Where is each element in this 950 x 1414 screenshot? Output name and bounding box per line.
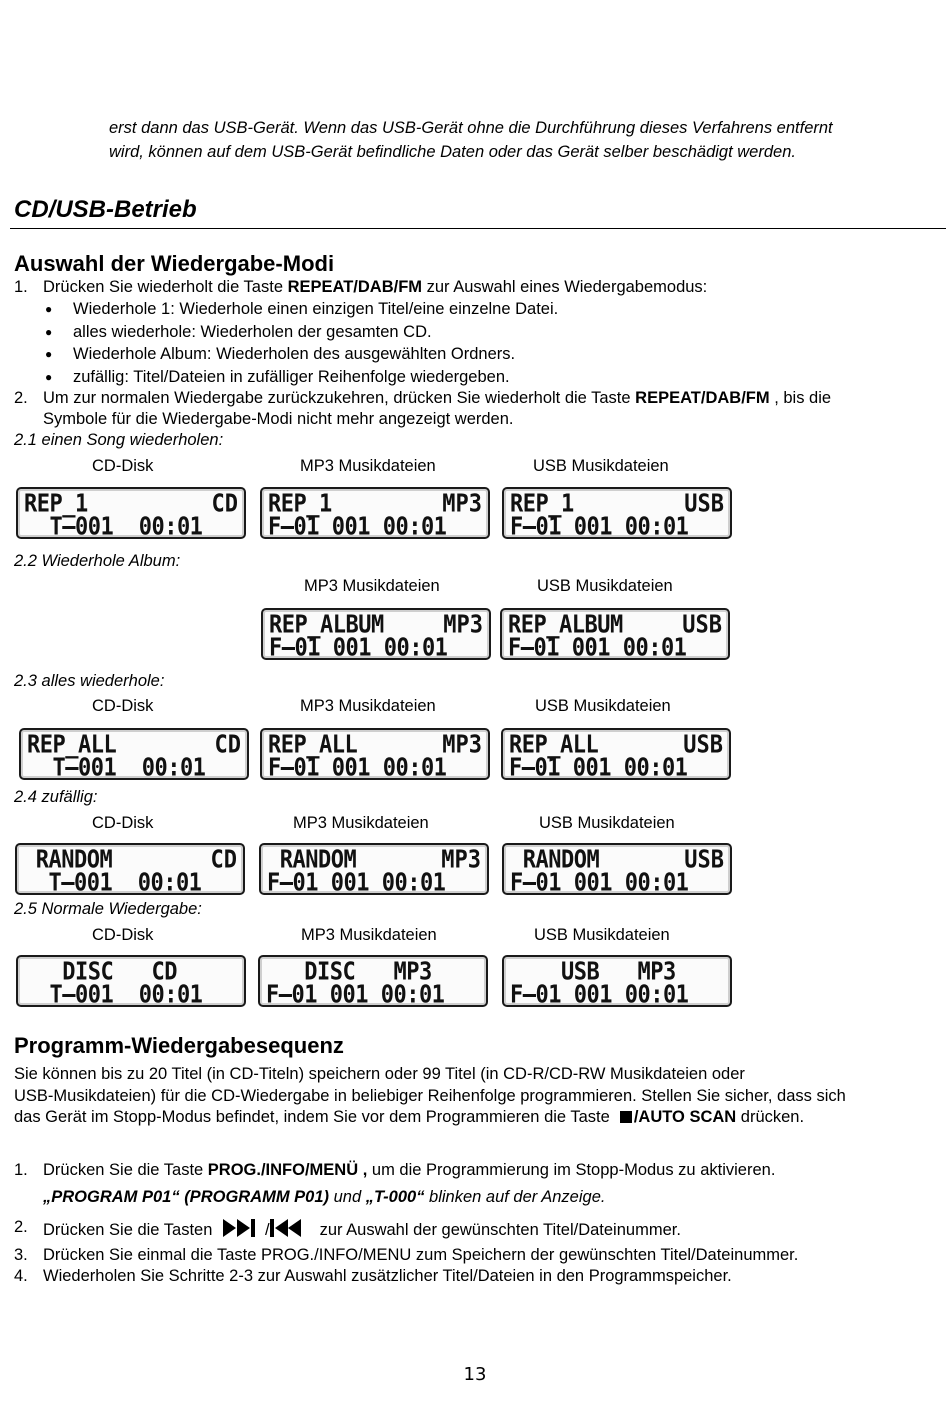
bullet-item: Wiederhole 1: Wiederhole einen einzigen Titel/eine einzelne Datei. <box>73 300 559 318</box>
lcd-display: USB MP3 F—01 001 00:01 <box>502 955 732 1007</box>
subsection-title: 2.4 zufällig: <box>14 788 98 806</box>
lcd-display: REP_ALBUM USB F—01 001 00:01 <box>500 608 730 660</box>
step-number: 1. <box>14 1161 28 1179</box>
bullet-item: zufällig: Titel/Dateien in zufälliger Reihenfolge wiedergeben. <box>73 368 510 386</box>
lcd-display: REP_ALL CD T—001 00:01 <box>19 728 249 780</box>
stop-icon <box>620 1111 632 1123</box>
step-number: 2. <box>14 389 28 407</box>
subsection-title: 2.5 Normale Wiedergabe: <box>14 900 202 918</box>
program-step-4: Wiederholen Sie Schritte 2-3 zur Auswahl zusätzlicher Titel/Dateien in den Programmspeicher. <box>43 1267 732 1285</box>
display-label: MP3 Musikdateien <box>293 814 429 832</box>
lcd-display: REP_ALL USB F—01 001 00:01 <box>501 728 731 780</box>
display-label: CD-Disk <box>92 814 154 832</box>
program-paragraph-line: USB-Musikdateien) für die CD-Wiedergabe in beliebiger Reihenfolge programmieren. Stellen Sie sicher, dass sich <box>14 1087 846 1105</box>
lcd-display: RANDOM MP3 F—01 001 00:01 <box>259 843 489 895</box>
lcd-display: RANDOM CD T—001 00:01 <box>15 843 245 895</box>
lcd-display: REP_1 CD T—001 00:01 <box>16 487 246 539</box>
program-paragraph-line: Sie können bis zu 20 Titel (in CD-Titeln) speichern oder 99 Titel (in CD-R/CD-RW Musikdateien oder <box>14 1065 745 1083</box>
prog-key: PROG./INFO/MENÜ , <box>207 1161 368 1179</box>
program-step-2: Drücken Sie die Tasten / zur Auswahl der gewünschten Titel/Dateinummer. <box>43 1218 681 1240</box>
bullet-item: alles wiederhole: Wiederholen der gesamten CD. <box>73 323 432 341</box>
step-number: 4. <box>14 1267 28 1285</box>
repeat-key: REPEAT/DAB/FM <box>287 278 423 296</box>
display-label: CD-Disk <box>92 926 154 944</box>
bullet-icon: ● <box>45 347 53 361</box>
lcd-display: DISC MP3 F—01 001 00:01 <box>258 955 488 1007</box>
intro-line-1: erst dann das USB-Gerät. Wenn das USB-Gerät ohne die Durchführung dieses Verfahrens entfernt <box>109 119 833 137</box>
bullet-icon: ● <box>45 302 53 316</box>
step-number: 3. <box>14 1246 28 1264</box>
intro-line-2: wird, können auf dem USB-Gerät befindliche Daten oder das Gerät selber beschädigt werden. <box>109 143 796 161</box>
program-step-1-note: „PROGRAM P01“ (PROGRAMM P01) und „T-000“ blinken auf der Anzeige. <box>43 1188 606 1206</box>
skip-back-icon <box>270 1218 312 1238</box>
modes-step-2-cont: Symbole für die Wiedergabe-Modi nicht mehr angezeigt werden. <box>43 410 514 428</box>
display-label: USB Musikdateien <box>539 814 675 832</box>
lcd-display: REP_ALBUM MP3 F—01 001 00:01 <box>261 608 491 660</box>
subsection-title: 2.3 alles wiederhole: <box>14 672 165 690</box>
section-title: CD/USB-Betrieb <box>14 196 197 223</box>
display-label: MP3 Musikdateien <box>300 697 436 715</box>
program-paragraph-line: das Gerät im Stopp-Modus befindet, indem Sie vor dem Programmieren die Taste /AUTO SCAN drücken. <box>14 1108 805 1126</box>
lcd-display: REP_1 MP3 F—01 001 00:01 <box>260 487 490 539</box>
program-step-1: Drücken Sie die Taste PROG./INFO/MENÜ , um die Programmierung im Stopp-Modus zu aktivieren. <box>43 1161 776 1179</box>
page-number: 13 <box>463 1364 487 1385</box>
lcd-display: RANDOM USB F—01 001 00:01 <box>502 843 732 895</box>
step-number: 1. <box>14 278 28 296</box>
bullet-item: Wiederhole Album: Wiederholen des ausgewählten Ordners. <box>73 345 516 363</box>
display-label: USB Musikdateien <box>533 457 669 475</box>
lcd-display: DISC CD T—001 00:01 <box>16 955 246 1007</box>
display-label: USB Musikdateien <box>537 577 673 595</box>
skip-forward-icon <box>223 1218 265 1238</box>
display-label: MP3 Musikdateien <box>300 457 436 475</box>
subsection-title: 2.1 einen Song wiederholen: <box>14 431 224 449</box>
bullet-icon: ● <box>45 370 53 384</box>
auto-scan-key: /AUTO SCAN <box>633 1108 737 1126</box>
modes-step-1: Drücken Sie wiederholt die Taste REPEAT/DAB/FM zur Auswahl eines Wiedergabemodus: <box>43 278 708 296</box>
display-label: CD-Disk <box>92 457 154 475</box>
subsection-title: 2.2 Wiederhole Album: <box>14 552 181 570</box>
modes-step-2: Um zur normalen Wiedergabe zurückzukehren, drücken Sie wiederholt die Taste REPEAT/DAB/FM , bis die <box>43 389 832 407</box>
display-label: USB Musikdateien <box>535 697 671 715</box>
display-label: MP3 Musikdateien <box>304 577 440 595</box>
lcd-display: REP_ALL MP3 F—01 001 00:01 <box>260 728 490 780</box>
display-label: USB Musikdateien <box>534 926 670 944</box>
bullet-icon: ● <box>45 325 53 339</box>
section-divider <box>10 228 946 229</box>
modes-heading: Auswahl der Wiedergabe-Modi <box>14 251 335 276</box>
lcd-display: REP_1 USB F—01 001 00:01 <box>502 487 732 539</box>
repeat-key: REPEAT/DAB/FM <box>635 389 770 407</box>
program-heading: Programm-Wiedergabesequenz <box>14 1033 344 1058</box>
display-label: MP3 Musikdateien <box>301 926 437 944</box>
step-number: 2. <box>14 1218 28 1236</box>
display-label: CD-Disk <box>92 697 154 715</box>
program-step-3: Drücken Sie einmal die Taste PROG./INFO/MENU zum Speichern der gewünschten Titel/Dateinummer. <box>43 1246 799 1264</box>
